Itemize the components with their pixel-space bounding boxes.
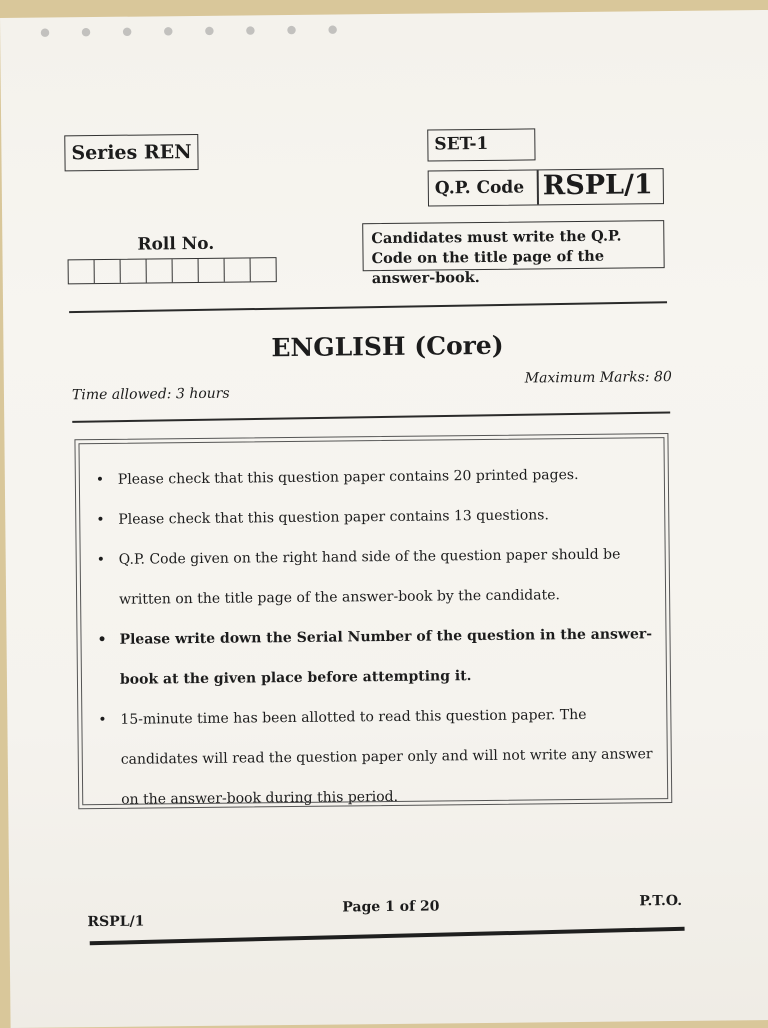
- roll-number-cell[interactable]: [69, 260, 95, 283]
- roll-number-cell[interactable]: [173, 259, 199, 282]
- paper-title: ENGLISH (Core): [271, 330, 504, 363]
- instructions-inner-border: [78, 437, 668, 808]
- instruction-text: Please check that this question paper contains 20 printed pages.: [117, 466, 579, 488]
- set-box: [427, 128, 535, 161]
- exam-paper-page: [0, 10, 768, 1028]
- qp-code-separator: [537, 170, 539, 204]
- qp-code-value: RSPL/1: [542, 169, 653, 202]
- series-label: Series REN: [71, 141, 192, 165]
- qp-code-box: [428, 168, 664, 206]
- bullet-icon: •: [95, 471, 105, 489]
- bullet-icon: •: [96, 551, 106, 569]
- title-divider: [72, 411, 670, 422]
- instruction-item: [96, 534, 655, 620]
- roll-number-cell[interactable]: [251, 258, 276, 281]
- instruction-text: Q.P. Code given on the right hand side of the question paper should be written on the title page of the answer-book by the candidate.: [118, 546, 621, 608]
- roll-number-label: Roll No.: [137, 233, 215, 255]
- candidate-note-box: [362, 220, 664, 288]
- bullet-icon: •: [97, 631, 107, 649]
- maximum-marks: Maximum Marks: 80: [524, 369, 672, 387]
- instruction-item: [97, 614, 656, 700]
- instruction-item: [98, 694, 657, 820]
- header-divider: [69, 301, 667, 313]
- instructions-list: [96, 454, 658, 820]
- footer-code: RSPL/1: [87, 913, 145, 931]
- set-label: SET-1: [434, 133, 489, 155]
- roll-number-cell[interactable]: [225, 258, 251, 281]
- instructions-box: [74, 433, 672, 809]
- pto-label: P.T.O.: [639, 892, 683, 910]
- qp-code-label: Q.P. Code: [434, 177, 525, 199]
- roll-number-cell[interactable]: [147, 259, 173, 282]
- series-box: [64, 134, 198, 171]
- bullet-icon: •: [98, 711, 107, 729]
- instruction-item: [96, 494, 654, 540]
- footer-rule: [90, 927, 685, 946]
- roll-number-cells[interactable]: [68, 257, 277, 284]
- instruction-text: Please write down the Serial Number of the question in the answer-book at the given place before attempting it.: [119, 626, 653, 688]
- instruction-text: 15-minute time has been allotted to read this question paper. The candidates will read the question paper only and will not write any answer on the answer-book during this period.: [120, 706, 653, 808]
- time-allowed: Time allowed: 3 hours: [71, 385, 230, 404]
- bullet-icon: •: [96, 511, 105, 529]
- binding-holes: ● ● ● ● ● ● ● ●: [40, 22, 352, 39]
- instruction-text: Please check that this question paper contains 13 questions.: [118, 507, 549, 528]
- roll-number-cell[interactable]: [199, 259, 225, 282]
- page-number: Page 1 of 20: [342, 898, 440, 916]
- instruction-item: [96, 454, 654, 500]
- candidate-note: Candidates must write the Q.P. Code on the title page of the answer-book.: [371, 227, 622, 288]
- roll-number-cell[interactable]: [95, 260, 121, 283]
- roll-number-cell[interactable]: [121, 259, 147, 282]
